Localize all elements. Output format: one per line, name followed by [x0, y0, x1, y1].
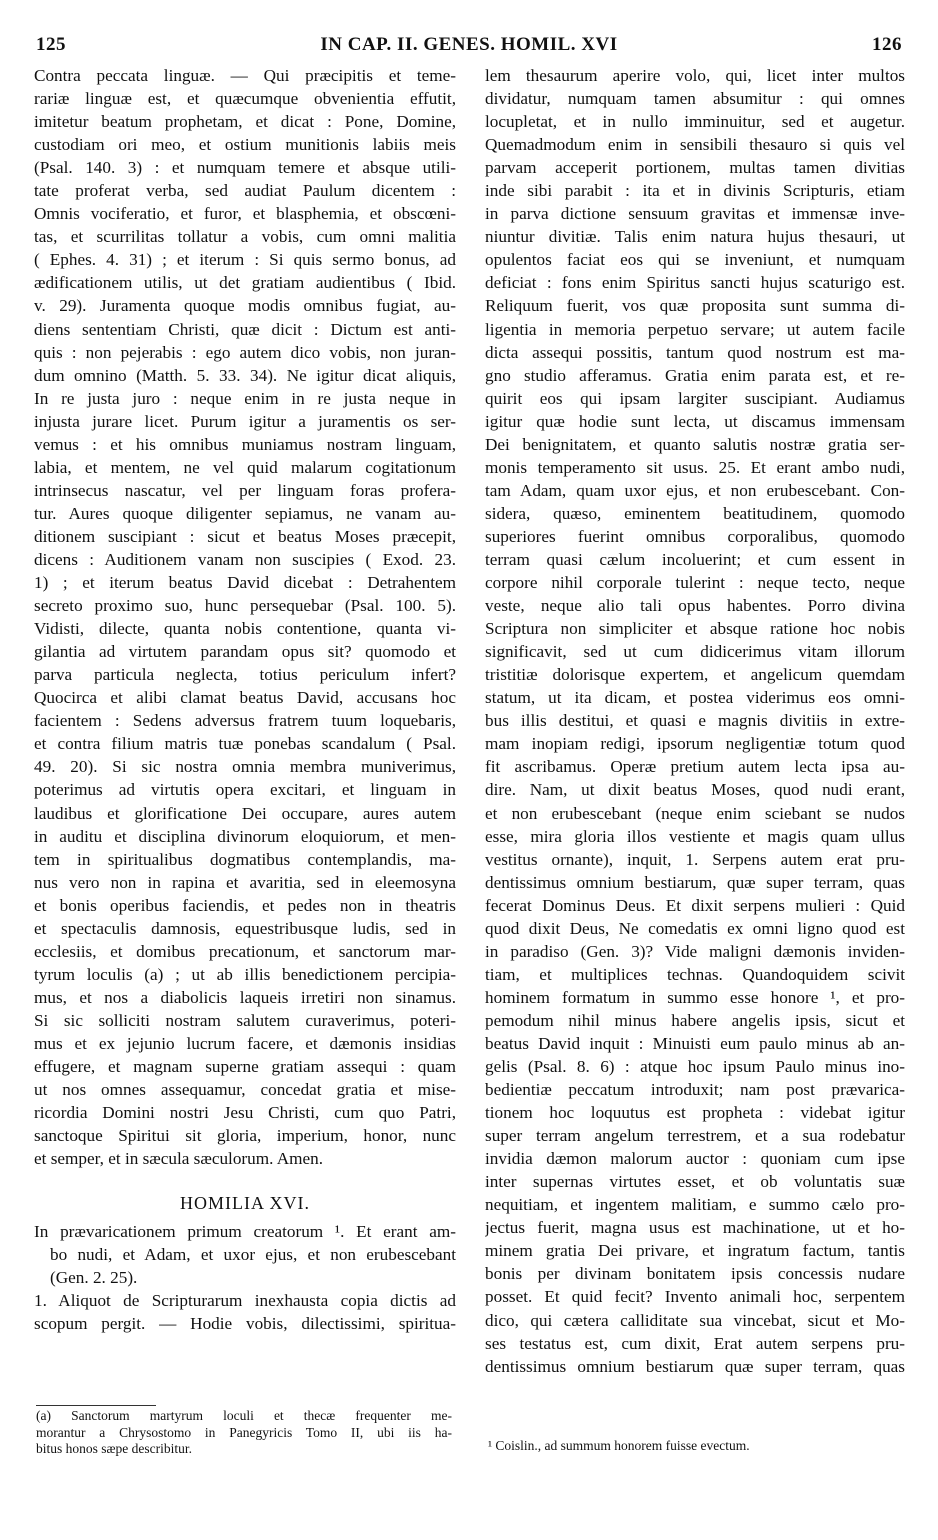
homily-introduction	[34, 1220, 456, 1335]
text-line: dicens : Auditionem vanam non suscipies ( Exod. 23.	[34, 549, 456, 569]
text-line: invidia dæmon malorum auctor : quoniam cum ipse	[485, 1149, 905, 1169]
text-line: veste, neque alio tali opus habentes. Porro divina	[485, 596, 905, 616]
right-column-body	[485, 64, 905, 1378]
text-line: Si sic solliciti nostram salutem curaverimus, poteri-	[34, 1010, 456, 1030]
text-line: 1. Aliquot de Scripturarum inexhausta copia dictis ad	[34, 1291, 456, 1311]
text-line: statum, ut ita dicam, et postea viderimus eos omni-	[485, 688, 905, 708]
text-line: mam inopiam redigi, ipsorum negligentiæ totum quod	[485, 734, 905, 754]
text-line: In re justa juro : neque enim in re justa neque in	[34, 388, 456, 408]
text-line: quod dixit Deus, Ne comedatis ex omni ligno quod est	[485, 918, 905, 938]
text-line: Reliquum fuerit, vos quæ proposita sunt summa di-	[485, 296, 905, 316]
text-line: tate proferat verba, sed audiat Paulum dicentem :	[34, 181, 456, 201]
text-line: ( Ephes. 4. 31) ; et iterum : Si quis sermo bonus, ad	[34, 250, 456, 270]
text-line: ses testatus est, cum dixit, Erat autem serpens pru-	[485, 1333, 905, 1353]
footnote-left	[36, 1408, 452, 1458]
text-line: tem in spiritualibus dogmatibus contemplandis, ma-	[34, 849, 456, 869]
footnote-rule	[36, 1405, 156, 1406]
text-line: in auditu et disciplina divinorum eloquiorum, et men-	[34, 826, 456, 846]
text-line: locupletat, et in nullo imminuitur, sed et augetur.	[485, 112, 905, 132]
text-line: poterimus ad virtutis opera excitari, et linguam in	[34, 780, 456, 800]
text-line: bus illis destitui, et quasi e magnis divitiis in extre-	[485, 711, 905, 731]
text-line: injusta jurare licet. Purum igitur a juramentis os ser-	[34, 411, 456, 431]
text-line: tristitiæ dolorisque expertem, et angelicum quemdam	[485, 665, 905, 685]
text-line: Omnis vociferatio, et furor, et blasphemia, et obscœni-	[34, 204, 456, 224]
text-line: Vidisti, dilecte, quanta nobis contentione, quanta vi-	[34, 619, 456, 639]
text-line: scopum pergit. — Hodie vobis, dilectissimi, spiritua-	[34, 1314, 456, 1334]
left-column	[34, 64, 456, 1335]
text-line: et non erubescebant (neque enim sciebant se nudos	[485, 803, 905, 823]
footnote-right	[488, 1438, 898, 1455]
text-line: vemus : et his omnibus muniamus nostram linguam,	[34, 434, 456, 454]
text-line: ricordia Domini nostri Jesu Christi, cum quo Patri,	[34, 1103, 456, 1123]
text-line: Scriptura non simpliciter et absque ratione hoc nobis	[485, 619, 905, 639]
text-line: posset. Et quid fecit? Invento animali hoc, serpentem	[485, 1287, 905, 1307]
text-line: ecclesiis, et domibus precationum, et sanctorum mar-	[34, 941, 456, 961]
text-line: bonis per divinam bonitatem ipsis concessis nudare	[485, 1264, 905, 1284]
text-line: ædificationem utilis, ut det gratiam audientibus ( Ibid.	[34, 273, 456, 293]
text-line: fit ascribamus. Operæ pretium autem lecta ipsa au-	[485, 757, 905, 777]
text-line: gelis (Psal. 8. 6) : atque hoc ipsum Paulo minus ino-	[485, 1057, 905, 1077]
text-line: tur. Aures quoque diligenter sepiamus, ne vanam au-	[34, 503, 456, 523]
text-line: bitus honos sæpe describitur.	[36, 1441, 192, 1456]
text-line: minem gratia Dei privare, et ingratum factum, tantis	[485, 1241, 905, 1261]
text-line: v. 29). Juramenta quoque modis omnibus fugiat, au-	[34, 296, 456, 316]
text-line: Quemadmodum enim in sensibili thesauro si quis vel	[485, 135, 905, 155]
text-line: 1) ; et iterum beatus David dicebat : Detrahentem	[34, 573, 456, 593]
text-line: tas, et scurrilitas tollatur a vobis, cum omni malitia	[34, 227, 456, 247]
text-line: jectus fuerit, magna usus est machinatione, ut et ho-	[485, 1218, 905, 1238]
text-line: dentissimus omnium bestiarum, quæ super terram, quas	[485, 872, 905, 892]
text-line: laudibus et glorificatione Dei occupare, aures autem	[34, 803, 456, 823]
text-line: bo nudi, et Adam, et uxor ejus, et non erubescebant	[50, 1245, 456, 1265]
text-line: (Psal. 140. 3) : et numquam temere et absque utili-	[34, 158, 456, 178]
right-column	[485, 64, 905, 1378]
text-line: dicta assequi possitis, tantum quod nostrum est ma-	[485, 342, 905, 362]
text-line: gno studio afferamus. Gratia enim parata est, et re-	[485, 365, 905, 385]
text-line: superiores fuerint omnibus corporalibus, quomodo	[485, 526, 905, 546]
text-line: super terram angelum terrestrem, et a sua rodebatur	[485, 1126, 905, 1146]
footnote-line: ¹ Coislin., ad summum honorem fuisse evectum.	[488, 1438, 750, 1453]
left-column-body	[34, 64, 456, 1170]
text-line: ligentia in memoria perpetuo servare; ut autem facile	[485, 319, 905, 339]
text-line: et semper, et in sæcula sæculorum. Amen.	[34, 1149, 324, 1169]
text-line: dividatur, numquam tamen absumitur : qui omnes	[485, 89, 905, 109]
text-line: tam Adam, quam uxor ejus, et non erubescebant. Con-	[485, 480, 905, 500]
running-title: IN CAP. II. GENES. HOMIL. XVI	[320, 34, 618, 55]
text-line: custodiam ori meo, et ostium munitionis labiis meis	[34, 135, 456, 155]
text-line: in parva dictione sensuum gravitas et immensæ inve-	[485, 204, 905, 224]
text-line: diens sententiam Christi, quæ dicit : Dictum est anti-	[34, 319, 456, 339]
text-line: sidera, quæso, eminentem beatitudinem, quomodo	[485, 503, 905, 523]
text-line: tyrum loculis (a) ; ut ab illis benedictionem percipia-	[34, 964, 456, 984]
text-line: opulentos faciat eos qui se inveniunt, et numquam	[485, 250, 905, 270]
text-line: dire. Nam, ut dixit beatus Moses, quod nudi erant,	[485, 780, 905, 800]
page-number-left: 125	[36, 34, 66, 55]
text-line: intrinsecus nascatur, vel per linguam foras profera-	[34, 480, 456, 500]
text-line: 49. 20). Si sic nostra omnia membra muniverimus,	[34, 757, 456, 777]
text-line: deficiat : fons enim Spiritus sancti hujus scaturigo est.	[485, 273, 905, 293]
text-line: et bonis operibus faciendis, et pedes non in theatris	[34, 895, 456, 915]
text-line: imitetur beatum prophetam, et dicat : Pone, Domine,	[34, 112, 456, 132]
text-line: dum omnino (Matth. 5. 33. 34). Ne igitur dicat aliquis,	[34, 365, 456, 385]
text-line: morantur a Chrysostomo in Panegyricis Tomo II, ubi iis ha-	[36, 1424, 452, 1440]
homily-title: HOMILIA XVI.	[180, 1193, 310, 1214]
text-line: hominem formatum in summo esse honore ¹, et pro-	[485, 987, 905, 1007]
text-line: inde sibi parabit : ita et in divinis Scripturis, etiam	[485, 181, 905, 201]
page-number-right: 126	[872, 34, 902, 55]
text-line: vestitus ornante), inquit, 1. Serpens autem erat pru-	[485, 849, 905, 869]
text-line: tiam, et multiplices technas. Quandoquidem scivit	[485, 964, 905, 984]
text-line: inter supernas virtutes esset, et ob voluntatis suæ	[485, 1172, 905, 1192]
text-line: corpore nihil corporale tulerint : neque tecto, neque	[485, 573, 905, 593]
text-line: nus vero non in rapina et avaritia, sed in eleemosyna	[34, 872, 456, 892]
text-line: Quocirca et alibi clamat beatus David, accusans hoc	[34, 688, 456, 708]
text-line: ut nos omnes assequamur, concedat gratia et mise-	[34, 1080, 456, 1100]
text-line: quirit eos qui ipsam largiter suscipiant. Audiamus	[485, 388, 905, 408]
text-line: et spectaculis damnosis, equestribusque ludis, sed in	[34, 918, 456, 938]
text-line: beatus David inquit : Minuisti eum paulo minus ab an-	[485, 1033, 905, 1053]
text-line: bedientiæ peccatum introduxit; nam post prævarica-	[485, 1080, 905, 1100]
text-line: mus, et nos a diabolicis laqueis irretiri non sinamus.	[34, 987, 456, 1007]
text-line: in paradiso (Gen. 3)? Vide maligni dæmonis inviden-	[485, 941, 905, 961]
text-line: (Gen. 2. 25).	[50, 1268, 138, 1288]
text-line: gilantia ad virtutem parandam opus sit? quomodo et	[34, 642, 456, 662]
text-line: fecerat Dominus Deus. Et dixit serpens mulieri : Quid	[485, 895, 905, 915]
text-line: parva particula neglecta, totius periculum infert?	[34, 665, 456, 685]
text-line: dico, qui cætera calliditate sua vincebat, sicut et Mo-	[485, 1310, 905, 1330]
text-line: In prævaricationem primum creatorum ¹. Et erant am-	[34, 1222, 456, 1242]
text-line: effugere, et magnam superne gratiam assequi : quam	[34, 1057, 456, 1077]
text-line: parvam acceperit portionem, multas tamen divitias	[485, 158, 905, 178]
text-line: secreto proximo suo, hunc persequebar (Psal. 100. 5).	[34, 596, 456, 616]
text-line: ditionem suscipiant : sicut et beatus Moses præcepit,	[34, 526, 456, 546]
text-line: et contra filium matris tuæ ponebas scandalum ( Psal.	[34, 734, 456, 754]
text-line: lem thesaurum aperire volo, qui, licet inter multos	[485, 66, 905, 85]
text-line: monis temperamento sit usus. 25. Et erant ambo nudi,	[485, 457, 905, 477]
text-line: labia, et mentem, ne vel quid malarum cogitationum	[34, 457, 456, 477]
text-line: mus et ex jejunio lucrum facere, et dæmonis insidias	[34, 1033, 456, 1053]
text-line: dentissimus omnium bestiarum quæ super terram, quas	[485, 1356, 905, 1376]
text-line: Contra peccata linguæ. — Qui præcipitis et teme-	[34, 66, 456, 85]
text-line: Dei benignitatem, et quanto salutis nostræ gratia ser-	[485, 434, 905, 454]
text-line: nequitiam, et ingentem malitiam, e summo cælo pro-	[485, 1195, 905, 1215]
text-line: significavit, sed ut cum didicerimus vitam illorum	[485, 642, 905, 662]
text-line: quis : non pejerabis : ego autem dico vobis, non juran-	[34, 342, 456, 362]
text-line: esse, mira gloria illos vestiente et magis quam ullus	[485, 826, 905, 846]
text-line: terram quasi cælum incoluerint; et cum essent in	[485, 549, 905, 569]
text-line: facientem : Sedens adversus fratrem tuum loquebaris,	[34, 711, 456, 731]
text-line: pemodum nihil minus habere angelis ipsis, sicut et	[485, 1010, 905, 1030]
text-line: igitur quæ hodie sunt lecta, ut discamus immensam	[485, 411, 905, 431]
text-line: (a) Sanctorum martyrum loculi et thecæ frequenter me-	[36, 1408, 452, 1423]
text-line: rariæ linguæ est, et quæcumque obvenientia effutit,	[34, 89, 456, 109]
text-line: niuntur divitiæ. Talis enim natura hujus thesauri, ut	[485, 227, 905, 247]
text-line: sanctoque Spiritui sit gloria, imperium, honor, nunc	[34, 1126, 456, 1146]
text-line: tionem hoc loquutus est propheta : videbat igitur	[485, 1103, 905, 1123]
